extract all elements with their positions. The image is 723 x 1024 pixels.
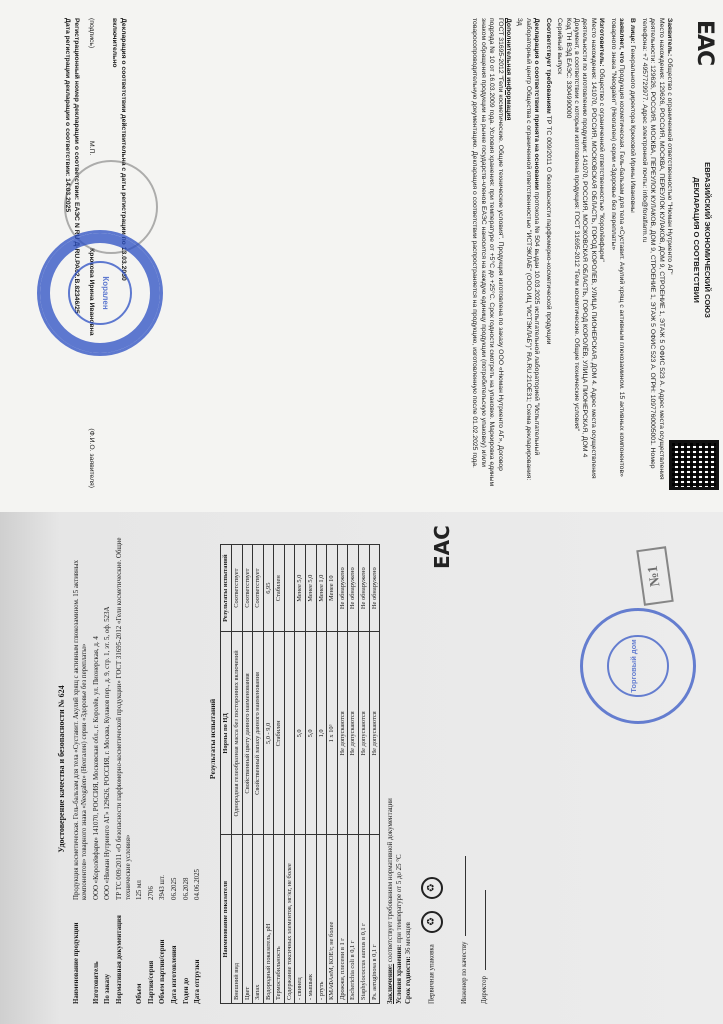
table-cell: Цвет (242, 835, 253, 1004)
declares-block: заявляет, что Продукция косметическая. Гель-бальзам для тела «Суставит. Акулий хрящ с активным глюкозамином. 15 активных компонентов» товарного знака "Neogalen" (Неогален) серии «Здоровье без переплаты» (609, 18, 625, 477)
table-row (295, 545, 306, 1004)
table-cell: Не допускаются (337, 632, 348, 835)
declaration-body (467, 18, 673, 488)
registration-date-line: Дата регистрации декларации о соответствии: 14.03.2025 (64, 18, 71, 213)
table-row (242, 545, 253, 1004)
table-cell: Не обнаружено (348, 545, 359, 632)
person-block: В лице: Генерального директора Крюковой Ирины Ивановны (629, 18, 637, 213)
certificate-rotated-sheet (0, 512, 723, 1024)
table-cell: 1 х 10³ (327, 632, 338, 835)
field-label: Изготовитель (92, 961, 100, 1004)
table-cell: Ps. aeruginosa в 0,1 г (369, 835, 380, 1004)
shelf-life-text: 36 месяцев (405, 922, 413, 955)
table-cell: Однородная гелеобразная масса без посторонних включений (231, 632, 242, 835)
field-label: Дата изготовления (170, 945, 178, 1004)
table-cell: Не допускаются (359, 632, 370, 835)
table-cell: Термостабильность (274, 835, 285, 1004)
extra-info-block: Дополнительная информация ГОСТ 31695-2012 "Гели косметические. Общие технические условия". Продукция изготовлена по заказу ООО «Нюман Нутриенто АГ», Договор подряда № 10 от 16.03.2009 года. Условия хранения: при температуре от +5°С до +25°С. Срок годности смотреть на упаковке. Маркировка единым знаком обращения продукции на рынке государств-членов ЕАЭС наносится на каждую единицу продукции (потребительскую упаковку) и/или товаросопроводительную документацию. Декларация о соответствии распространяется на продукцию, изготовленную после 01.02.2025 года. (471, 18, 513, 487)
field-value: ТР ТС 009/2011 «О безопасности парфюмерно-косметической продукции» ГОСТ 31695-2012 «Гели косметические. Общие технические условия» (115, 537, 132, 900)
table-header: Результаты испытаний (221, 545, 232, 632)
table-cell: 5,0 (306, 632, 317, 835)
table-row (306, 545, 317, 1004)
applicant-name: Общество с ограниченной ответственностью "Нюман Нутриенто АГ" (666, 58, 673, 275)
field-label: Партия/серия (147, 960, 155, 1004)
table-header: Нормы по НД (221, 632, 232, 835)
signature-line (477, 890, 486, 970)
table-cell: 5,0 (295, 632, 306, 835)
round-stamp-blue (580, 608, 696, 724)
applicant-address: Место нахождения: 129626, РОССИЯ, МОСКВА, ПЕРЕУЛОК КУЛАКОВ, ДОМ 9, СТРОЕНИЕ 1, ЭТАЖ 5 ОФИС 523 А. Адрес места осуществления деятельности: 129626, РОССИЯ, МОСКВА, ПЕРЕУЛОК КУЛАКОВ, ДОМ 9, СТРОЕНИЕ 1, ЭТАЖ 5 ОФИС 523 А. ОГРН: 1097760005001. Номер телефона: +7 4957729977. Адрес электронной почты: info@foralfarm.ru (640, 18, 665, 480)
table-header-row (221, 545, 232, 1004)
field-label: Объем (136, 983, 144, 1004)
table-row (231, 545, 242, 1004)
field-value: 06.2028 (182, 877, 190, 900)
field-value: 06.2025 (170, 877, 178, 900)
table-cell: Внешний вид (231, 835, 242, 1004)
round-stamp-blue (37, 230, 163, 356)
product-description: Продукция косметическая. Гель-бальзам для тела «Суставит. Акулий хрящ с активным глюкозамином. 15 активных компонентов» товарного знака "Neogalen" (Неогален) серии «Здоровье без переплаты» (609, 18, 625, 477)
mp-label: М.П. (88, 141, 95, 156)
serial-production: Серийный выпуск (556, 18, 564, 75)
certificate-body (58, 534, 489, 1004)
results-table-body (231, 545, 379, 1004)
field-label: Наименование продукции (72, 922, 80, 1004)
signer-name: Крюкова Ирина Ивановна (88, 248, 95, 336)
director-signature-line: Директор (477, 534, 489, 1004)
table-cell: Стабилен (274, 632, 285, 835)
eac-logo: EAC (692, 20, 717, 66)
manufacturing-document: Документ, в соответствии с которым изготовлена продукция: ГОСТ 31695-2012 "Гели косметические. Общие технические условия" (572, 18, 580, 432)
field-label: Годен до (182, 977, 190, 1004)
registration-number: ЕАЭС N RU Д-RU.PA02.B.82346/25 (73, 201, 80, 314)
storage-text: при температуре от 5 до 25 °С (396, 854, 404, 943)
conclusion-text: соответствует требованиям нормативной документации (387, 798, 395, 963)
certificate-title: Удостоверение качества и безопасности № 624 (57, 685, 66, 853)
eac-logo: EAC (430, 525, 454, 569)
table-row (263, 545, 274, 1004)
manufacturer-address: Место нахождения: 141070, РОССИЯ, МОСКОВСКАЯ ОБЛАСТЬ, ГОРОД КОРОЛЕВ, УЛИЦА ПИОНЕРСКАЯ, ДОМ 4. Адрес места осуществления деятельности по изготовлению продукции: 141070, РОССИЯ, МОСКОВСКАЯ ОБЛАСТЬ, ГОРОД КОРОЛЁВ, УЛИЦА ПИОНЕРСКАЯ, ДОМ 4 (581, 18, 597, 479)
conformity-block: Соответствует требованиям ТР ТС 009/2011 О безопасности парфюмерно-косметической продукции (544, 18, 552, 345)
table-cell: Стабилен (274, 545, 285, 632)
table-cell: Менее 1,0 (316, 545, 327, 632)
table-cell: Дрожжи, плесени в 1 г (337, 835, 348, 1004)
package-line: Первичная упаковка ♻ ♻ (421, 534, 443, 1004)
field-value: ООО «Королёвфарм» 141070, РОССИЯ, Московская обл., г. Королёв, ул. Пионерская, д. 4 (92, 636, 100, 900)
table-cell: Не допускаются (369, 632, 380, 835)
person-name: Генерального директора Крюковой Ирины Ивановны (629, 45, 637, 213)
signer-caption: (Ф.И.О. заявителя) (88, 428, 95, 488)
table-cell (284, 632, 295, 835)
results-table (220, 544, 380, 1004)
table-cell: Не обнаружено (359, 545, 370, 632)
registration-date: 14.03.2025 (64, 178, 71, 213)
field-value: 2706 (147, 886, 155, 900)
table-cell: Escherichia coli в 0,1 г (348, 835, 359, 1004)
union-title: ЕВРАЗИЙСКИЙ ЭКОНОМИЧЕСКИЙ СОЮЗ (703, 162, 712, 318)
conclusion-line: Заключение: соответствует требованиям нормативной документации (387, 798, 395, 1004)
table-cell: Водородный показатель, pH (263, 835, 274, 1004)
table-row (274, 545, 285, 1004)
table-cell: Не допускаются (348, 632, 359, 835)
signature-caption: (подпись) (88, 18, 95, 49)
field-label: Дата отгрузки (194, 959, 202, 1004)
declaration-header (691, 60, 713, 420)
table-cell: Не обнаружено (337, 545, 348, 632)
table-cell: - свинец (295, 835, 306, 1004)
applicant-block: Заявитель: Общество с ограниченной ответственностью "Нюман Нутриенто АГ" Место нахождения: 129626, РОССИЯ, МОСКВА, ПЕРЕУЛОК КУЛАКОВ, ДОМ 9, СТРОЕНИЕ 1, ЭТАЖ 5 ОФИС 523 А. Адрес места осуществления деятельности: 129626, РОССИЯ, МОСКВА, ПЕРЕУЛОК КУЛАКОВ, ДОМ 9, СТРОЕНИЕ 1, ЭТАЖ 5 ОФИС 523 А. ОГРН: 1097760005001. Номер телефона: +7 4957729977. Адрес электронной почты: info@foralfarm.ru (640, 18, 673, 480)
certificate-conclusion-area (386, 534, 489, 1004)
table-header: Наименование показателя (221, 835, 232, 1004)
validity-line: Декларация о соответствии действительна с даты регистрации по 13.03.2030 включительно (111, 18, 127, 281)
tech-regulation: ТР ТС 009/2011 О безопасности парфюмерно-косметической продукции (544, 115, 552, 345)
field-value: 04.06.2025 (194, 868, 202, 900)
certificate-page (0, 512, 723, 1024)
recycle-icon: ♻ (421, 911, 443, 933)
manufacturer-name: Общество с ограниченной ответственностью "Королёвфарм" (598, 68, 606, 262)
table-row (369, 545, 380, 1004)
basis-protocol: протокола № 504 выдан 10.03.2025 испытательной лабораторией "Испытательный лабораторный центр Общества с ограниченной ответственностью "ИСТЭКЛАБ" (ООО ИЦ "ИСТЭКЛАБ")" RA.RU.21OE31; Схема декларирования: 3д (516, 18, 541, 481)
field-value: Продукция косметическая. Гель-бальзам для тела «Суставит. Акулий хрящ с активным глюкозамином. 15 активных компонентов» товарного знака «Neogalen» (Неогален) серии «Здоровье без переплаты» (72, 560, 89, 900)
table-cell (284, 545, 295, 632)
storage-line: Условия хранения: при температуре от 5 до 25 °С (396, 854, 404, 1004)
table-row (284, 545, 295, 1004)
shelf-life-line: Срок годности: 36 месяцев (405, 922, 413, 1004)
table-row (253, 545, 264, 1004)
stamp-text: Корален (101, 276, 110, 310)
table-cell: 6,95 (263, 545, 274, 632)
field-value: ООО «Нюман Нутриенто АГ» 129626, РОССИЯ, г. Москва, Кулаков пер., д. 9, стр. 1, эт. 5, оф. 523А (104, 606, 112, 900)
table-cell: Менее 5,0 (295, 545, 306, 632)
table-row (337, 545, 348, 1004)
qr-code-icon (669, 440, 719, 490)
table-cell: Соответствует (242, 545, 253, 632)
manufacturer-block: Изготовитель: Общество с ограниченной ответственностью "Королёвфарм" Место нахождения: 141070, РОССИЯ, МОСКОВСКАЯ ОБЛАСТЬ, ГОРОД КОРОЛЕВ, УЛИЦА ПИОНЕРСКАЯ, ДОМ 4. Адрес места осуществления деятельности по изготовлению продукции: 141070, РОССИЯ, МОСКОВСКАЯ ОБЛАСТЬ, ГОРОД КОРОЛЁВ, УЛИЦА ПИОНЕРСКАЯ, ДОМ 4 Документ, в соответствии с которым изготовлена продукция: ГОСТ 31695-2012 "Гели косметические. Общие технические условия" Код ТН ВЭД ЕАЭС: 3304990000 Серийный выпуск (556, 18, 606, 479)
basis-block: Декларация о соответствии принята на основании протокола № 504 выдан 10.03.2025 испытательной лабораторией "Испытательный лабораторный центр Общества с ограниченной ответственностью "ИСТЭКЛАБ" (ООО ИЦ "ИСТЭКЛАБ")" RA.RU.21OE31; Схема декларирования: 3д (516, 18, 541, 481)
table-cell: Соответствует (253, 545, 264, 632)
table-cell: Свойственный запаху данного наименования (253, 632, 264, 835)
table-cell: 5,0 - 9,0 (263, 632, 274, 835)
registration-number-line: Регистрационный номер декларации о соответствии: ЕАЭС N RU Д-RU.PA02.B.82346/25 (73, 18, 80, 314)
table-row (316, 545, 327, 1004)
table-cell: КМАФАнМ, КОЕ/г, не более (327, 835, 338, 1004)
field-label: По заказу (104, 973, 112, 1004)
table-cell: Свойственный цвету данного наименования (242, 632, 253, 835)
recycle-icon: ♻ (421, 877, 443, 899)
table-row (348, 545, 359, 1004)
certificate-fields (73, 534, 203, 1004)
table-cell: Менее 10 (327, 545, 338, 632)
table-row (359, 545, 370, 1004)
declaration-title: ДЕКЛАРАЦИЯ О СООТВЕТСТВИИ (692, 177, 701, 303)
table-cell: Менее 5,0 (306, 545, 317, 632)
table-cell: - ртуть (316, 835, 327, 1004)
table-cell: Содержание токсичных элементов, мг/кг, не более (284, 835, 295, 1004)
field-value: 3943 шт. (159, 874, 167, 900)
results-title: Результаты испытаний (207, 698, 217, 780)
field-label: Объем партии/серии (159, 939, 167, 1004)
extra-info: ГОСТ 31695-2012 "Гели косметические. Общие технические условия". Продукция изготовлена по заказу ООО «Нюман Нутриенто АГ», Договор подряда № 10 от 16.03.2009 года. Условия хранения: при температуре от +5°С до +25°С. Срок годности смотреть на упаковке. Маркировка единым знаком обращения продукции на рынке государств-членов ЕАЭС наносится на каждую единицу продукции (потребительскую упаковку) и/или товаросопроводительную документацию. Декларация о соответствии распространяется на продукцию, изготовленную после 01.02.2025 года. (471, 18, 504, 487)
signature-line (457, 856, 466, 936)
field-label: Нормативная документация (115, 915, 123, 1004)
tn-ved-code: Код ТН ВЭД ЕАЭС: 3304990000 (564, 18, 572, 119)
table-cell: Staphylococcus aureus в 0,1 г (359, 835, 370, 1004)
rect-stamp: №1 (636, 546, 674, 606)
engineer-signature-line: Инженер по качеству (457, 534, 469, 1004)
table-cell: - мышьяк (306, 835, 317, 1004)
valid-to-date: 13.03.2030 (120, 246, 127, 281)
field-value: 125 мл (136, 880, 144, 900)
stamp-text: Торговый дом (629, 639, 638, 693)
table-row (327, 545, 338, 1004)
table-cell: Не обнаружено (369, 545, 380, 632)
table-cell: 1,0 (316, 632, 327, 835)
table-cell: Соответствует (231, 545, 242, 632)
table-cell: Запах (253, 835, 264, 1004)
